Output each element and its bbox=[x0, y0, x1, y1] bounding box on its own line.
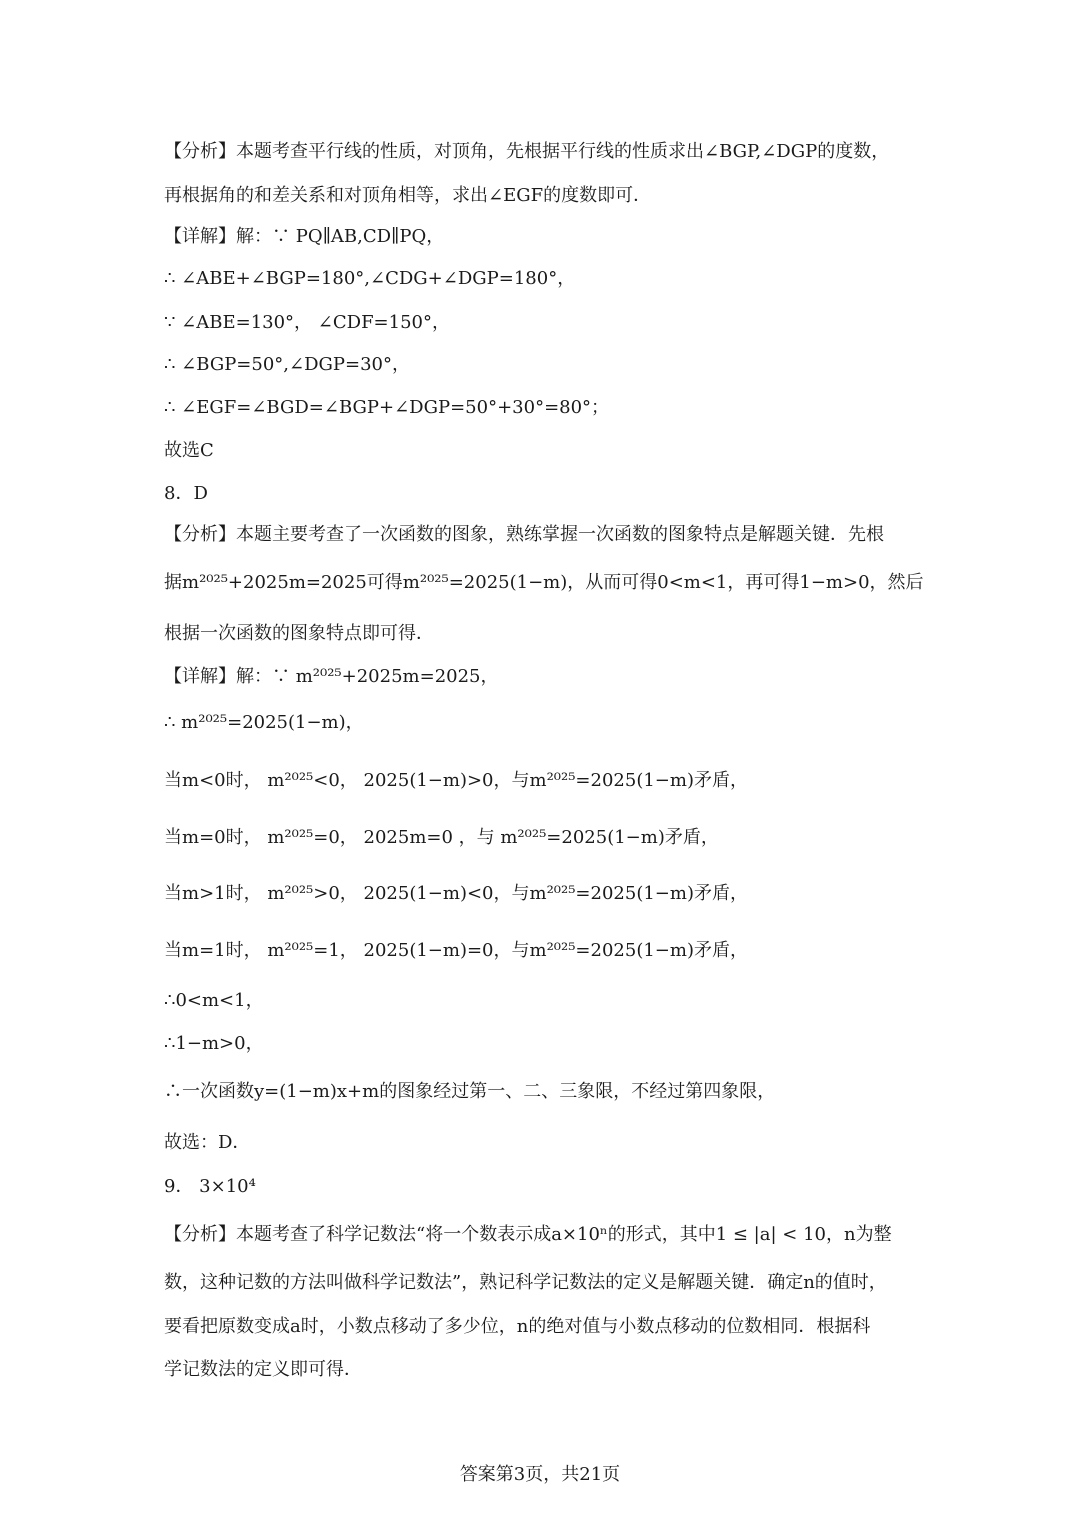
text-line: 【详解】解：∵ PQ∥AB,CD∥PQ， bbox=[164, 226, 445, 247]
text-line: ∴ ∠EGF=∠BGD=∠BGP+∠DGP=50°+30°=80°； bbox=[164, 397, 610, 418]
text-line: 当m=1时， m²⁰²⁵=1， 2025(1−m)=0，与m²⁰²⁵=2025(1−m)矛盾， bbox=[164, 940, 748, 961]
text-line: ∴0<m<1， bbox=[164, 990, 264, 1011]
text-line: 【分析】本题考查平行线的性质，对顶角，先根据平行线的性质求出∠BGP,∠DGP的度数， bbox=[164, 141, 890, 162]
text-line: 再根据角的和差关系和对顶角相等，求出∠EGF的度数即可． bbox=[164, 185, 652, 206]
text-line: ∵ ∠ABE=130°， ∠CDF=150°， bbox=[164, 312, 450, 333]
text-line: ∴ ∠ABE+∠BGP=180°,∠CDG+∠DGP=180°， bbox=[164, 268, 576, 289]
text-line: ∴ ∠BGP=50°,∠DGP=30°， bbox=[164, 354, 411, 375]
text-line: 故选：D． bbox=[164, 1132, 251, 1153]
page-footer: 答案第3页，共21页 bbox=[459, 1464, 621, 1485]
text-line: 【详解】解：∵ m²⁰²⁵+2025m=2025， bbox=[164, 666, 499, 687]
text-line: 【分析】本题考查了科学记数法“将一个数表示成a×10ⁿ的形式，其中1 ≤ |a| < 10，n为整 bbox=[164, 1224, 892, 1245]
text-line: ∴一次函数y=(1−m)x+m的图象经过第一、二、三象限，不经过第四象限， bbox=[164, 1081, 776, 1102]
text-line: 故选C bbox=[164, 440, 214, 461]
text-line: 据m²⁰²⁵+2025m=2025可得m²⁰²⁵=2025(1−m)，从而可得0<m<1，再可得1−m>0，然后 bbox=[164, 572, 924, 593]
text-line: 数，这种记数的方法叫做科学记数法”，熟记科学记数法的定义是解题关键．确定n的值时， bbox=[164, 1272, 887, 1293]
text-line: 当m<0时， m²⁰²⁵<0， 2025(1−m)>0，与m²⁰²⁵=2025(1−m)矛盾， bbox=[164, 770, 748, 791]
text-line: 学记数法的定义即可得． bbox=[164, 1359, 362, 1380]
text-line: 当m>1时， m²⁰²⁵>0， 2025(1−m)<0，与m²⁰²⁵=2025(1−m)矛盾， bbox=[164, 883, 748, 904]
text-line: ∴1−m>0， bbox=[164, 1033, 264, 1054]
text-line: ∴ m²⁰²⁵=2025(1−m)， bbox=[164, 712, 364, 733]
text-line: 9． 3×10⁴ bbox=[164, 1176, 256, 1197]
text-line: 8．D bbox=[164, 483, 208, 504]
text-line: 根据一次函数的图象特点即可得． bbox=[164, 623, 434, 644]
text-line: 当m=0时， m²⁰²⁵=0， 2025m=0 ，与 m²⁰²⁵=2025(1−m)矛盾， bbox=[164, 827, 719, 848]
text-line: 要看把原数变成a时，小数点移动了多少位，n的绝对值与小数点移动的位数相同．根据科 bbox=[164, 1316, 871, 1337]
text-line: 【分析】本题主要考查了一次函数的图象，熟练掌握一次函数的图象特点是解题关键．先根 bbox=[164, 524, 884, 545]
